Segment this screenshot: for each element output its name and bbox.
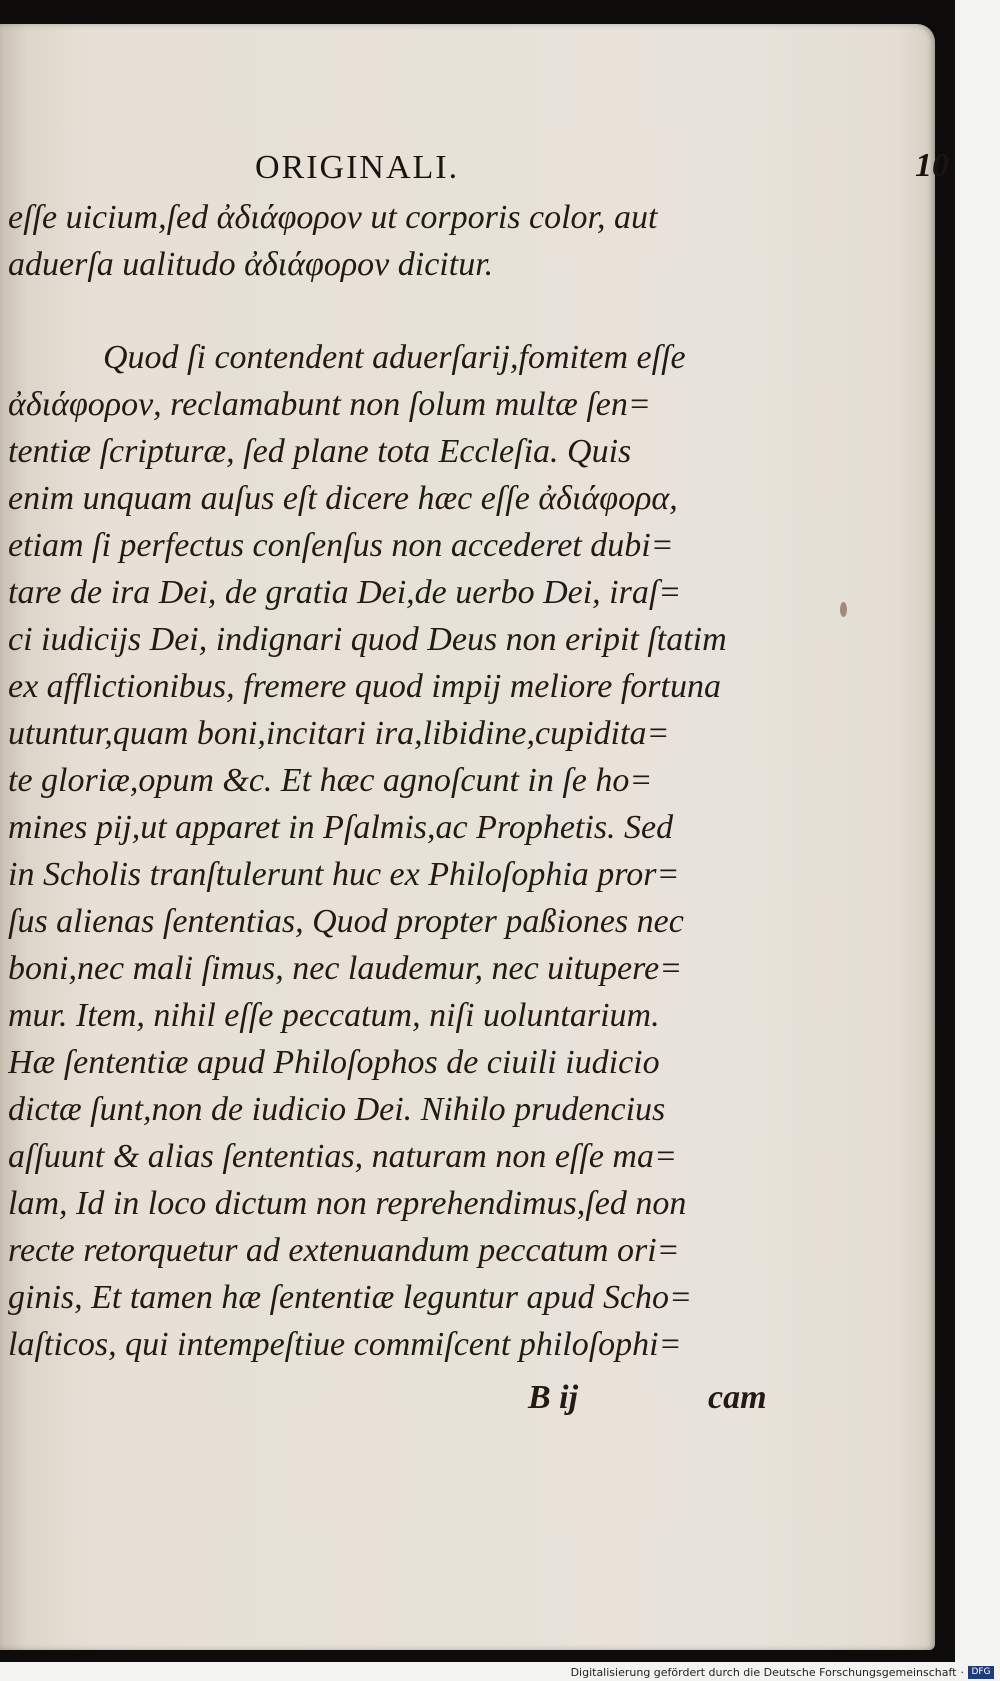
folio-number: 10: [915, 147, 949, 184]
text-line: mur. Item, nihil eſſe peccatum, niſi uoluntarium.: [8, 997, 660, 1034]
text-line: ἀδιάφορον, reclamabunt non ſolum multæ ſen=: [8, 386, 651, 423]
book-page: [0, 24, 949, 1650]
page-header: [255, 147, 949, 189]
credit-text: Digitalisierung gefördert durch die Deutsche Forschungsgemeinschaft: [570, 1666, 957, 1679]
text-line: ex afflictionibus, fremere quod impij meliore fortuna: [8, 668, 721, 705]
text-line: te gloriæ,opum &c. Et hæc agnoſcunt in ſe ho=: [8, 762, 653, 799]
text-line: enim unquam auſus eſt dicere hæc eſſe ἀδιάφορα,: [8, 480, 678, 517]
text-line: boni,nec mali ſimus, nec laudemur, nec uitupere=: [8, 950, 683, 987]
dfg-logo-icon: DFG: [968, 1666, 994, 1679]
text-line: Quod ſi contendent aduerſarij,fomitem eſſe: [103, 339, 686, 376]
text-line: eſſe uicium,ſed ἀδιάφορον ut corporis color, aut: [8, 199, 658, 236]
text-line: in Scholis tranſtulerunt huc ex Philoſophia pror=: [8, 856, 680, 893]
text-line: aduerſa ualitudo ἀδιάφορον dicitur.: [8, 246, 494, 283]
text-line: ginis, Et tamen hæ ſententiæ leguntur apud Scho=: [8, 1279, 693, 1316]
text-line: utuntur,quam boni,incitari ira,libidine,cupidita=: [8, 715, 670, 752]
signature-mark: B ij: [528, 1379, 579, 1416]
text-line: lam, Id in loco dictum non reprehendimus,ſed non: [8, 1185, 687, 1222]
text-line: recte retorquetur ad extenuandum peccatum ori=: [8, 1232, 680, 1269]
paper-stain: [840, 602, 847, 617]
text-line: ſus alienas ſententias, Quod propter paßiones nec: [8, 903, 684, 940]
page-foot: [8, 1379, 783, 1429]
text-line: aſſuunt & alias ſententias, naturam non eſſe ma=: [8, 1138, 677, 1175]
text-line: etiam ſi perfectus conſenſus non accederet dubi=: [8, 527, 674, 564]
paragraph-break: [8, 288, 783, 334]
text-line: tentiæ ſcripturæ, ſed plane tota Eccleſia. Quis: [8, 433, 632, 470]
digitization-credit: Digitalisierung gefördert durch die Deutsche Forschungsgemeinschaft · DFG: [571, 1666, 994, 1679]
text-line: mines pij,ut apparet in Pſalmis,ac Prophetis. Sed: [8, 809, 674, 846]
text-line: ci iudicijs Dei, indignari quod Deus non eripit ſtatim: [8, 621, 727, 658]
catchword: cam: [708, 1379, 767, 1416]
text-line: laſticos, qui intempeſtiue commiſcent philoſophi=: [8, 1326, 682, 1363]
text-line: tare de ira Dei, de gratia Dei,de uerbo Dei, iraſ=: [8, 574, 682, 611]
running-head: ORIGINALI.: [255, 149, 460, 186]
text-line: dictæ ſunt,non de iudicio Dei. Nihilo prudencius: [8, 1091, 666, 1128]
body-text: [8, 194, 783, 1368]
text-line: Hæ ſententiæ apud Philoſophos de ciuili iudicio: [8, 1044, 660, 1081]
